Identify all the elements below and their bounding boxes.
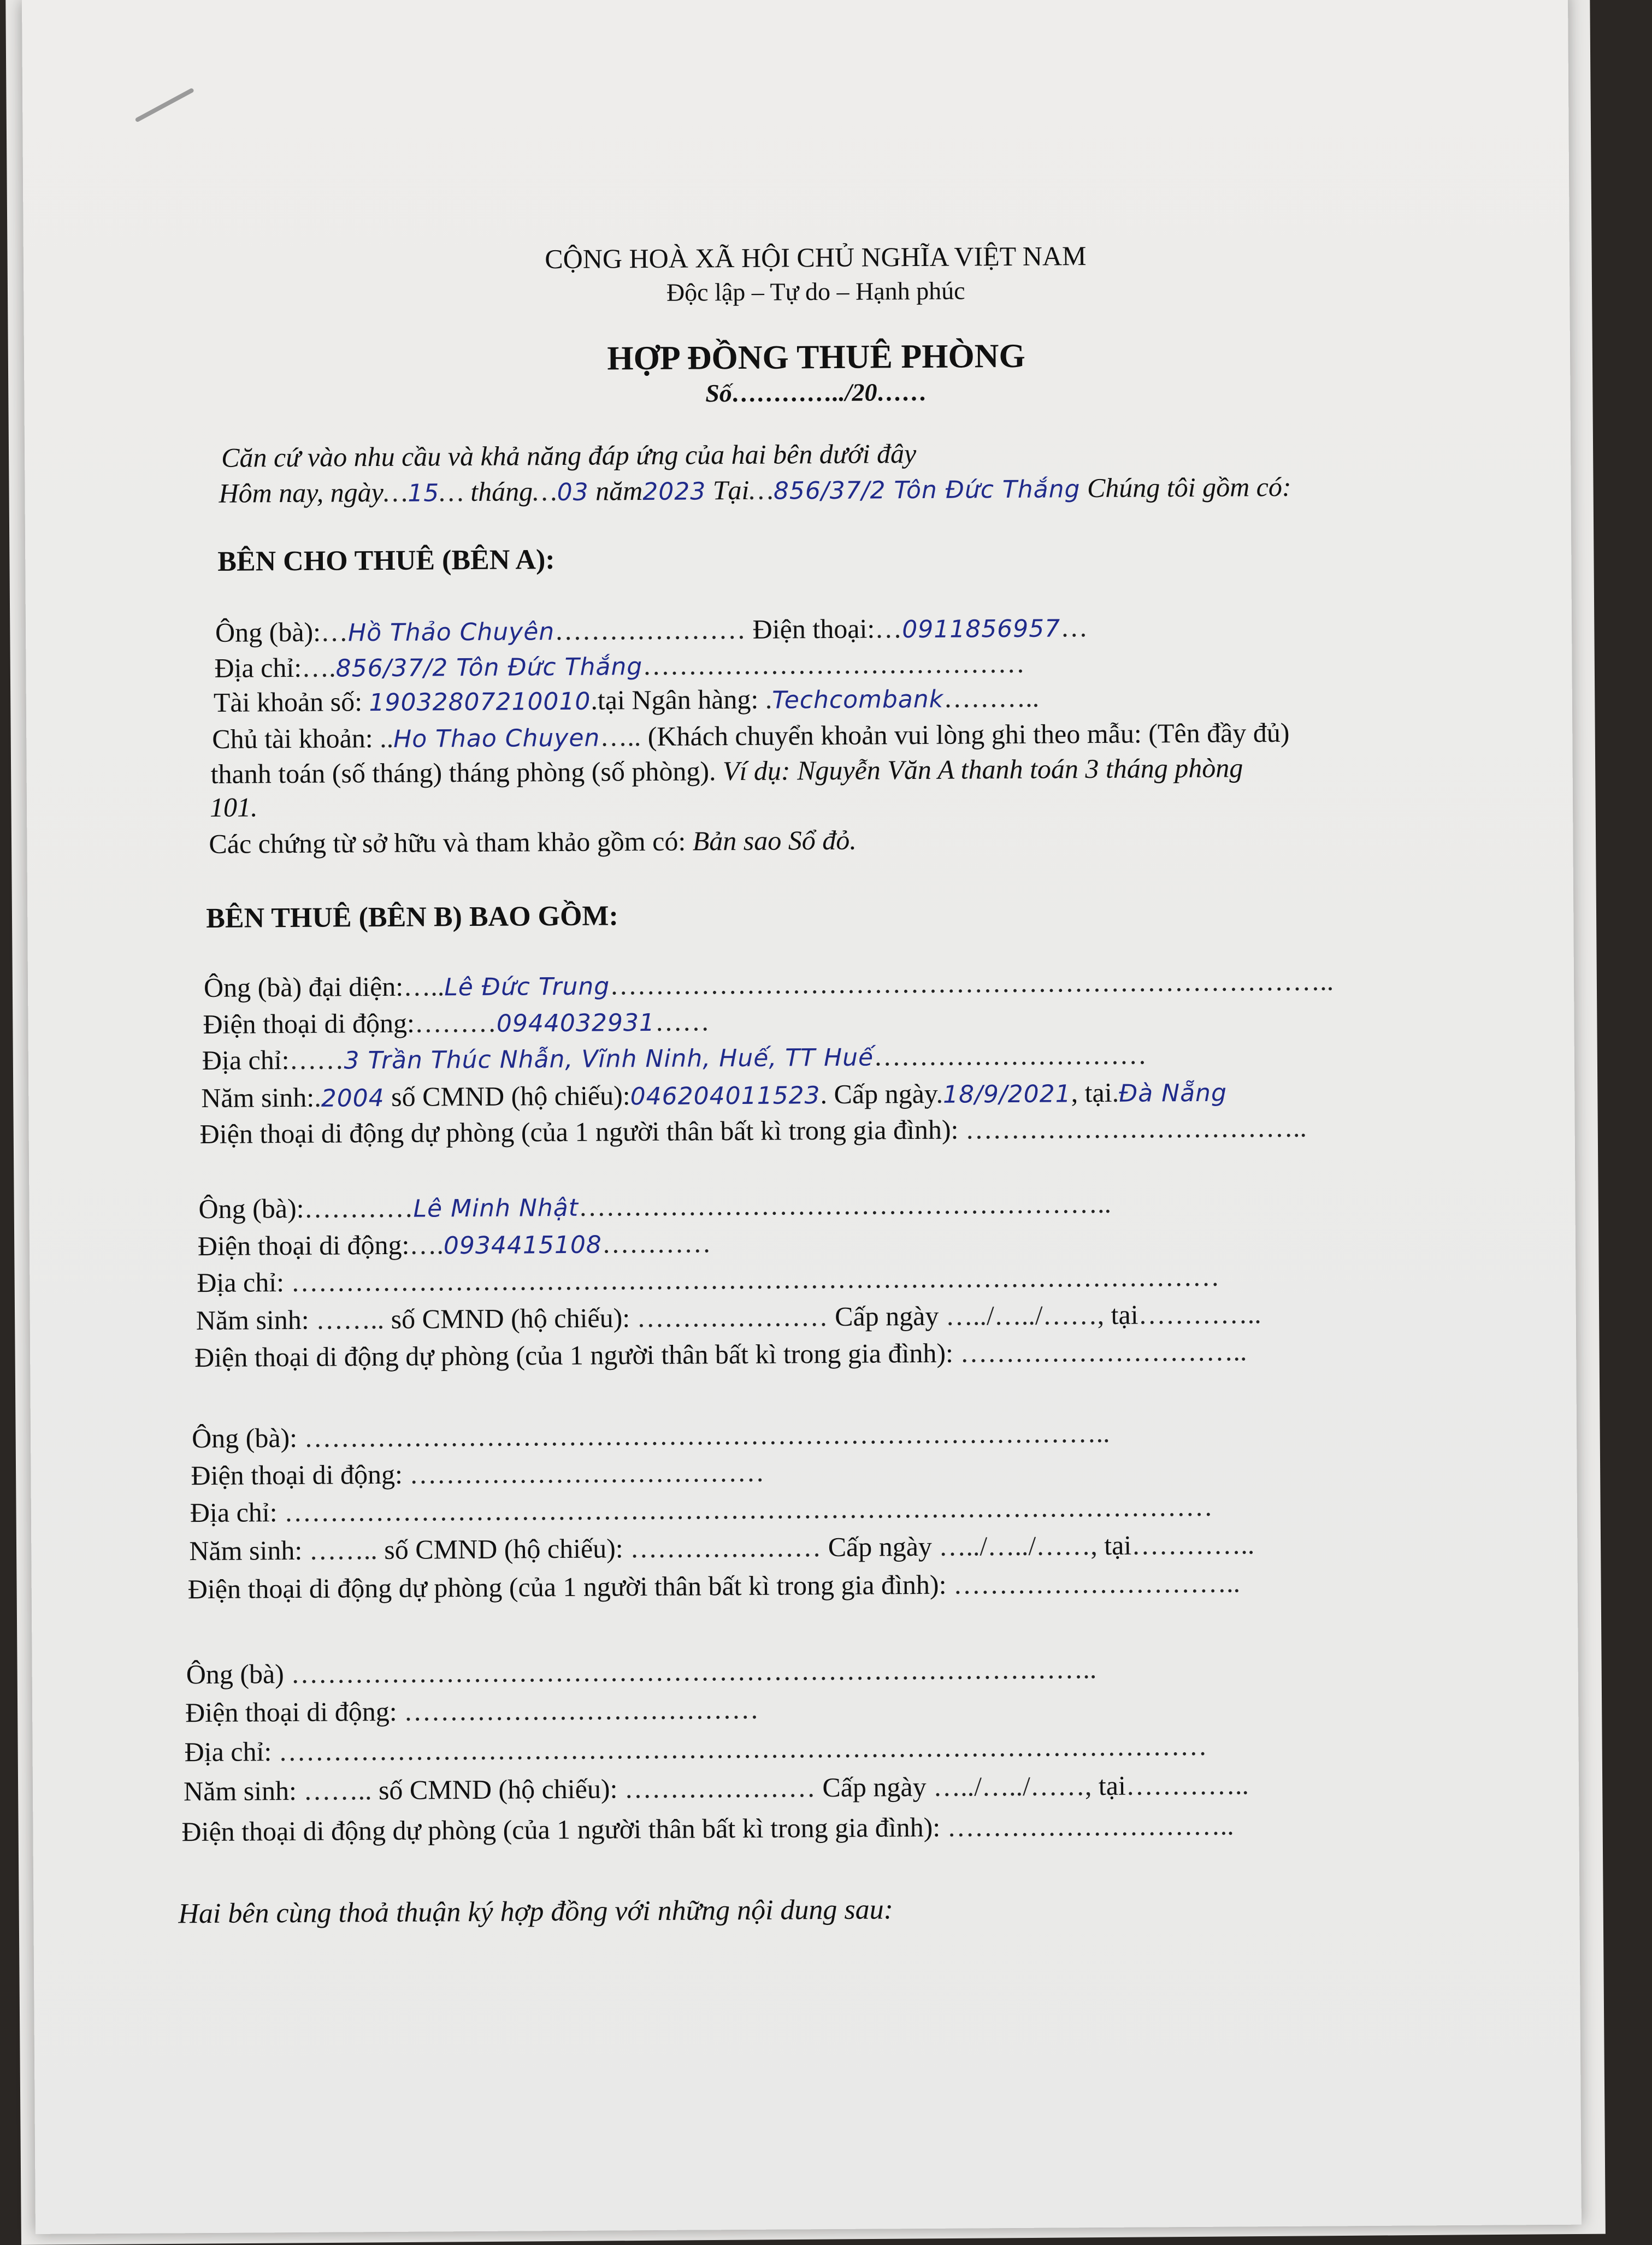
closing-statement: Hai bên cùng thoả thuận ký hợp đồng với những nội dung sau: [178,1894,894,1930]
place-label: Tại [712,474,750,506]
party-a-name-line: Ông (bà):…Hồ Thảo Chuyên………………… Điện thoại:…0911856957… [215,612,1088,648]
backup-label: Điện thoại di động dự phòng (của 1 người thân bất kì trong gia đình): [194,1337,954,1373]
party-a-note-line-3: 101. [209,791,258,823]
party-a-docs-line [209,826,857,858]
handwritten-account: 19032807210010 [369,687,591,717]
handwritten-address: 856/37/2 Tôn Đức Thắng [335,653,643,683]
handwritten-address: 3 Trần Thúc Nhẫn, Vĩnh Ninh, Huế, TT Huế [344,1043,874,1075]
holder-note: (Khách chuyển khoản vui lòng ghi theo mẫu: (Tên đầy đủ) [647,717,1290,752]
handwritten-day: 15 [408,479,440,507]
at-label: tại [1104,1529,1132,1561]
handwritten-name: Hồ Thảo Chuyên [347,618,555,647]
staple-mark [134,87,194,122]
nation-title: CỘNG HOÀ XÃ HỘI CHỦ NGHĨA VIỆT NAM [545,240,1087,275]
handwritten-month: 03 [557,478,589,507]
address-label: Địa chỉ: [202,1044,290,1076]
mobile-label: Điện thoại di động: [185,1695,397,1728]
backup-label: Điện thoại di động dự phòng (của 1 người thân bất kì trong gia đình): [181,1811,941,1847]
handwritten-mobile: 0934415108 [443,1231,603,1260]
party-b-heading: BÊN THUÊ (BÊN B) BAO GỒM: [206,900,619,934]
handwritten-year: 2023 [642,477,706,506]
person-label: Ông (bà): [191,1422,298,1454]
handwritten-mobile: 0944032931 [496,1008,656,1038]
issue-label: Cấp ngày [828,1531,933,1563]
mobile-label: Điện thoại di động: [191,1458,403,1491]
party-a-address-line: Địa chỉ:….856/37/2 Tôn Đức Thắng…………………………………… [214,647,1025,683]
note-example: Ví dụ: Nguyễn Văn A thanh toán 3 tháng phòng [722,752,1243,787]
month-label: tháng [470,476,533,507]
person-1-address-line: Địa chỉ:……3 Trần Thúc Nhẫn, Vĩnh Ninh, Huế, TT Huế………………………… [202,1039,1147,1076]
issue-label: Cấp ngày [834,1300,939,1332]
address-label: Địa chỉ: [190,1497,278,1528]
person-3-backup-line: Điện thoại di động dự phòng (của 1 người thân bất kì trong gia đình): ………………………….. [187,1567,1241,1605]
person-4-mobile-line: Điện thoại di động: ………………………………… [185,1693,759,1728]
contract-title: HỢP ĐỒNG THUÊ PHÒNG [607,337,1025,377]
handwritten-name: Lê Minh Nhật [413,1194,579,1223]
id-label: số CMND (hộ chiếu): [378,1773,618,1806]
issue-label: Cấp ngày [834,1078,936,1109]
person-3-mobile-line: Điện thoại di động: ………………………………… [191,1456,765,1491]
phone-label: Điện thoại: [752,613,875,645]
issue-label: Cấp ngày [822,1771,927,1803]
rep-label: Ông (bà) đại diện: [203,971,404,1003]
backup-label: Điện thoại di động dự phòng (của 1 người thân bất kì trong gia đình): [187,1569,947,1605]
contract-page [22,0,1582,2234]
holder-label: Chủ tài khoản: [212,723,373,754]
backup-label: Điện thoại di động dự phòng (của 1 người thân bất kì trong gia đình): [199,1114,959,1150]
mobile-label: Điện thoại di động: [197,1229,410,1262]
person-2-mobile-line: Điện thoại di động:….0934415108………… [197,1227,711,1262]
party-a-holder-line: Chủ tài khoản: ..Ho Thao Chuyen….. (Khách chuyển khoản vui lòng ghi theo mẫu: (Tên đầy đủ) [212,717,1290,754]
birth-label: Năm sinh: [201,1082,315,1114]
person-4-name-line: Ông (bà) …………………………………………………………………………….. [186,1653,1097,1690]
person-label: Ông (bà) [186,1658,285,1690]
docs-value: Bản sao Sổ đỏ. [692,824,857,856]
party-a-account-line: Tài khoản số: 19032807210010.tại Ngân hàng: .Techcombank……….. [213,682,1040,718]
at-label: tại [1084,1077,1112,1108]
id-label: số CMND (hộ chiếu): [384,1533,623,1565]
id-label: số CMND (hộ chiếu): [391,1302,630,1334]
intro-date-line: Hôm nay, ngày…15… tháng…03 năm2023 Tại…856/37/2 Tôn Đức Thắng Chúng tôi gồm có: [219,471,1291,509]
contract-number: Số…………../20…… [705,377,928,407]
bank-label: tại Ngân hàng: [597,683,759,716]
national-motto: Độc lập – Tự do – Hạnh phúc [666,276,965,306]
handwritten-holder: Ho Thao Chuyen [393,724,600,753]
at-label: tại [1111,1299,1138,1330]
person-4-backup-line: Điện thoại di động dự phòng (của 1 người thân bất kì trong gia đình): ………………………….. [181,1810,1234,1847]
person-4-id-line: Năm sinh: …….. số CMND (hộ chiếu): ………………… Cấp ngày …../…../……, tại………….. [183,1769,1249,1807]
person-label: Ông (bà): [198,1192,304,1225]
person-3-address-line: Địa chỉ: ………………………………………………………………………………………… [190,1491,1213,1528]
person-2-name-line: Ông (bà):…………Lê Minh Nhật………………………………………………….. [198,1188,1112,1225]
person-2-address-line: Địa chỉ: ………………………………………………………………………………………… [197,1261,1220,1298]
handwritten-issue-place: Đà Nẵng [1119,1079,1228,1108]
address-label: Địa chỉ: [184,1736,272,1768]
party-a-heading: BÊN CHO THUÊ (BÊN A): [217,544,555,577]
handwritten-name: Lê Đức Trung [444,972,610,1002]
id-label: số CMND (hộ chiếu): [391,1080,630,1112]
docs-label: Các chứng từ sở hữu và tham khảo gồm có: [209,825,686,859]
address-label: Địa chỉ: [197,1267,285,1298]
party-a-note-line-2 [211,754,1243,788]
address-label: Địa chỉ: [214,652,302,683]
person-1-mobile-line: Điện thoại di động:………0944032931…… [203,1006,710,1040]
handwritten-issue-date: 18/9/2021 [942,1080,1071,1109]
name-label: Ông (bà): [215,616,321,648]
date-prefix: Hôm nay, ngày [219,476,384,509]
mobile-label: Điện thoại di động: [203,1007,415,1040]
account-label: Tài khoản số: [213,686,363,718]
handwritten-birth: 2004 [321,1084,385,1113]
person-1-backup-line: Điện thoại di động dự phòng (của 1 người thân bất kì trong gia đình): ……………………………….. [199,1112,1307,1150]
person-1-id-line: Năm sinh:.2004 số CMND (hộ chiếu):046204011523. Cấp ngày.18/9/2021, tại.Đà Nẵng [201,1077,1228,1114]
year-label: năm [595,475,643,506]
person-3-id-line: Năm sinh: …….. số CMND (hộ chiếu): ………………… Cấp ngày …../…../……, tại………….. [189,1529,1255,1567]
birth-label: Năm sinh: [183,1775,297,1807]
note-text: thanh toán (số tháng) tháng phòng (số phòng). [210,755,716,789]
handwritten-bank: Techcombank [772,685,944,714]
birth-label: Năm sinh: [196,1304,309,1336]
intro-suffix: Chúng tôi gồm có: [1087,471,1291,504]
handwritten-id: 046204011523 [630,1082,821,1111]
at-label: tại [1098,1770,1126,1801]
birth-label: Năm sinh: [189,1534,303,1567]
person-4-address-line: Địa chỉ: ………………………………………………………………………………………… [184,1730,1207,1768]
person-1-name-line: Ông (bà) đại diện:…..Lê Đức Trung…………………………………………………………………….. [203,965,1334,1003]
handwritten-place: 856/37/2 Tôn Đức Thắng [773,475,1081,505]
intro-basis: Căn cứ vào nhu cầu và khả năng đáp ứng của hai bên dưới đây [221,438,917,473]
person-3-name-line: Ông (bà): …………………………………………………………………………….. [191,1417,1110,1454]
person-2-backup-line: Điện thoại di động dự phòng (của 1 người thân bất kì trong gia đình): ………………………….. [194,1336,1247,1373]
handwritten-phone: 0911856957 [902,615,1061,644]
person-2-id-line: Năm sinh: …….. số CMND (hộ chiếu): ………………… Cấp ngày …../…../……, tại………….. [196,1298,1261,1336]
